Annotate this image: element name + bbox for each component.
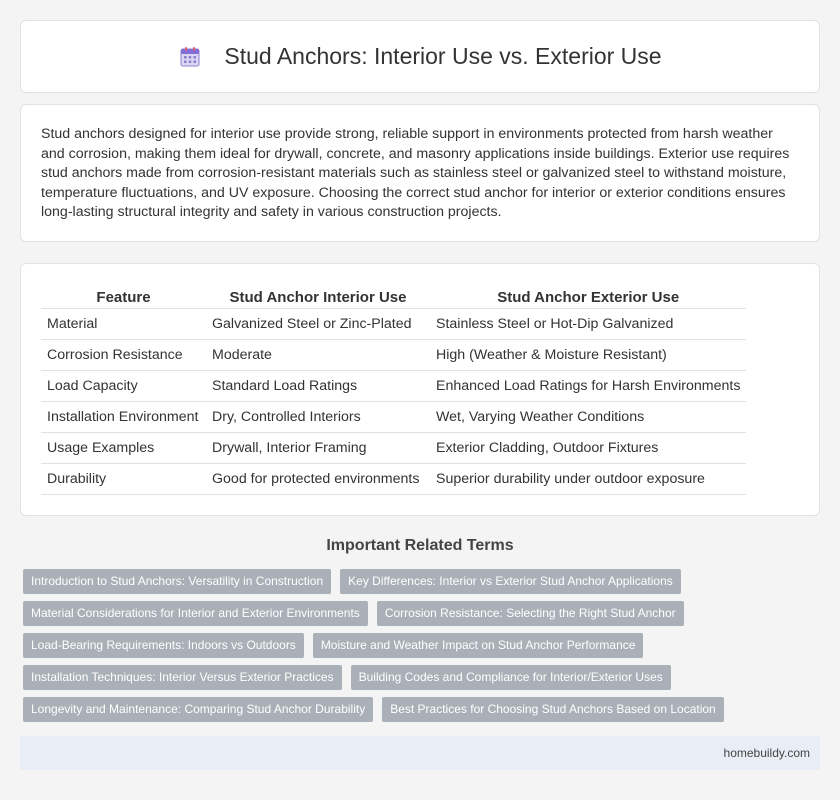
table-header-row xyxy=(41,286,746,308)
comparison-table xyxy=(41,286,746,495)
table-cell: Drywall, Interior Framing xyxy=(206,432,430,463)
related-terms-list xyxy=(23,569,813,729)
comparison-table-card xyxy=(20,263,820,516)
table-cell: Enhanced Load Ratings for Harsh Environments xyxy=(430,370,746,401)
table-cell: Standard Load Ratings xyxy=(206,370,430,401)
related-terms-title: Important Related Terms xyxy=(326,537,514,554)
related-term-tag[interactable]: Installation Techniques: Interior Versus Exterior Practices xyxy=(23,665,342,690)
column-header: Feature xyxy=(96,288,151,306)
intro-paragraph: Stud anchors designed for interior use provide strong, reliable support in environments protected from harsh weather and corrosion, making them ideal for drywall, concrete, and masonry applications inside buildings. Exterior use requires stud anchors made from corrosion-resistant materials such as stainless steel or galvanized steel to withstand moisture, temperature fluctuations, and UV exposure. Choosing the correct stud anchor for interior or exterior conditions ensures long-lasting structural integrity and safety in various construction projects. xyxy=(41,126,790,221)
related-term-tag[interactable]: Building Codes and Compliance for Interior/Exterior Uses xyxy=(351,665,671,690)
related-term-tag[interactable]: Moisture and Weather Impact on Stud Anchor Performance xyxy=(313,633,644,658)
table-cell: Galvanized Steel or Zinc-Plated xyxy=(206,308,430,339)
table-cell: High (Weather & Moisture Resistant) xyxy=(430,339,746,370)
table-cell: Corrosion Resistance xyxy=(41,339,206,370)
table-row xyxy=(41,432,746,463)
page-title: Stud Anchors: Interior Use vs. Exterior Use xyxy=(224,43,662,69)
related-term-tag[interactable]: Introduction to Stud Anchors: Versatility in Construction xyxy=(23,569,331,594)
table-cell: Moderate xyxy=(206,339,430,370)
related-term-tag[interactable]: Longevity and Maintenance: Comparing Stud Anchor Durability xyxy=(23,697,373,722)
footer xyxy=(20,736,820,770)
table-cell: Superior durability under outdoor exposure xyxy=(430,463,746,494)
intro-card xyxy=(20,104,820,242)
calendar-icon xyxy=(178,45,202,69)
table-cell: Load Capacity xyxy=(41,370,206,401)
table-row xyxy=(41,401,746,432)
column-header: Stud Anchor Exterior Use xyxy=(497,288,680,306)
header-card xyxy=(20,20,820,93)
related-term-tag[interactable]: Load-Bearing Requirements: Indoors vs Outdoors xyxy=(23,633,304,658)
table-row xyxy=(41,370,746,401)
column-header: Stud Anchor Interior Use xyxy=(229,288,407,306)
table-cell: Good for protected environments xyxy=(206,463,430,494)
table-cell: Durability xyxy=(41,463,206,494)
table-cell: Wet, Varying Weather Conditions xyxy=(430,401,746,432)
table-cell: Installation Environment xyxy=(41,401,206,432)
related-term-tag[interactable]: Key Differences: Interior vs Exterior Stud Anchor Applications xyxy=(340,569,681,594)
related-term-tag[interactable]: Material Considerations for Interior and Exterior Environments xyxy=(23,601,368,626)
table-cell: Usage Examples xyxy=(41,432,206,463)
table-row xyxy=(41,463,746,494)
table-cell: Exterior Cladding, Outdoor Fixtures xyxy=(430,432,746,463)
related-term-tag[interactable]: Corrosion Resistance: Selecting the Right Stud Anchor xyxy=(377,601,684,626)
table-row xyxy=(41,308,746,339)
site-link[interactable]: homebuildy.com xyxy=(723,746,810,760)
table-cell: Stainless Steel or Hot-Dip Galvanized xyxy=(430,308,746,339)
table-cell: Dry, Controlled Interiors xyxy=(206,401,430,432)
table-cell: Material xyxy=(41,308,206,339)
related-term-tag[interactable]: Best Practices for Choosing Stud Anchors Based on Location xyxy=(382,697,724,722)
table-row xyxy=(41,339,746,370)
